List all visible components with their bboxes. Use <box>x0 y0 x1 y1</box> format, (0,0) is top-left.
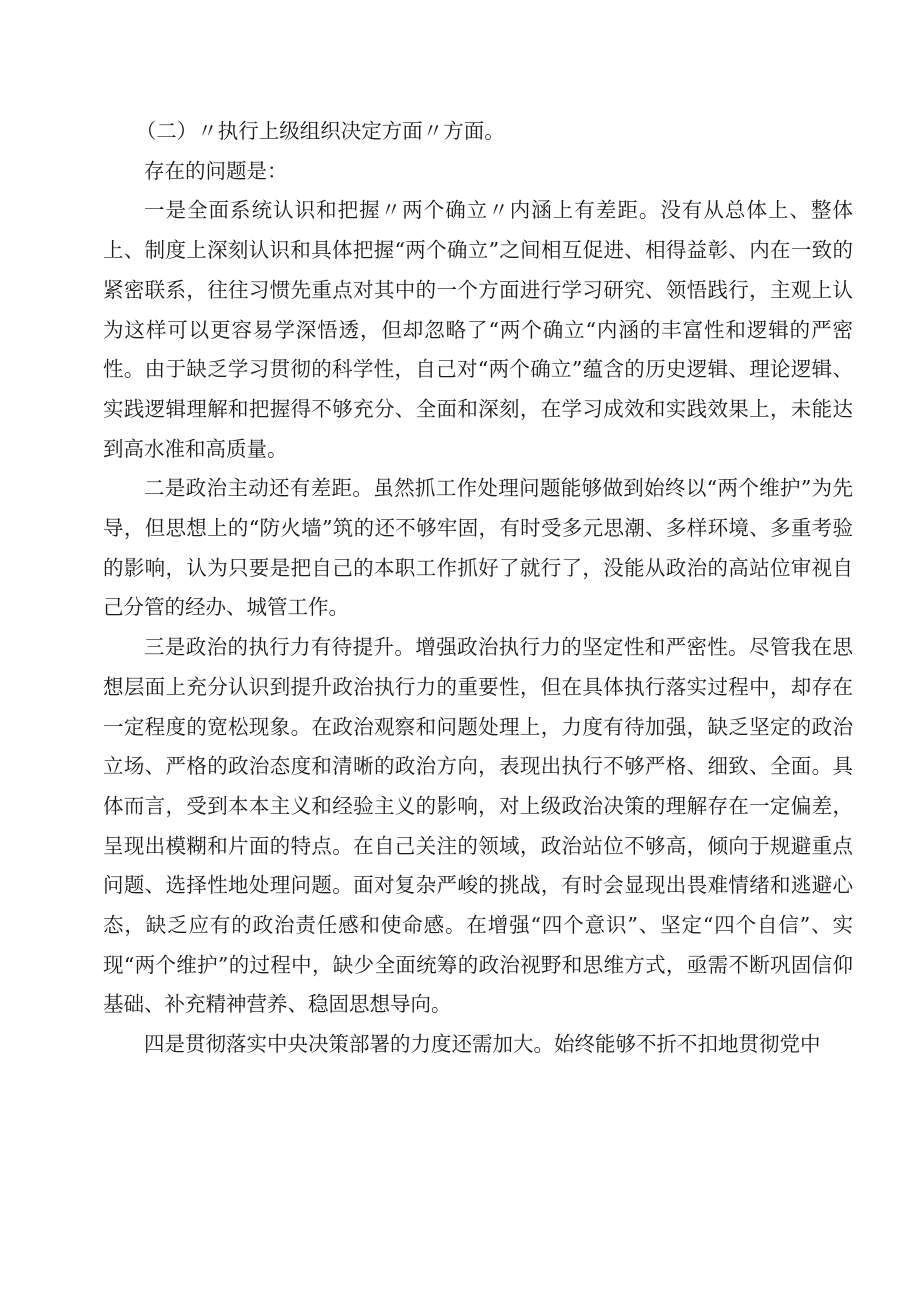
paragraph-1: 一是全面系统认识和把握〃两个确立〃内涵上有差距。没有从总体上、整体上、制度上深刻认识和具体把握“两个确立”之间相互促进、相得益彰、内在一致的紧密联系，往往习惯先重点对其中的一个方面进行学习研究、领悟践行，主观上认为这样可以更容易学深悟透，但却忽略了“两个确立“内涵的丰富性和逻辑的严密性。由于缺乏学习贯彻的科学性，自己对“两个确立”蕴含的历史逻辑、理论逻辑、实践逻辑理解和把握得不够充分、全面和深刻，在学习成效和实践效果上，未能达到高水准和高质量。 <box>103 198 853 461</box>
intro-line: 存在的问题是： <box>144 158 288 183</box>
section-heading: （二）〃执行上级组织决定方面〃方面。 <box>135 119 505 143</box>
document-body <box>103 112 853 1065</box>
paragraph-4: 四是贯彻落实中央决策部署的力度还需加大。始终能够不折不扣地贯彻党中 <box>144 1032 821 1057</box>
paragraph-3: 三是政治的执行力有待提升。增强政治执行力的坚定性和严密性。尽管我在思想层面上充分认识到提升政治执行力的重要性，但在具体执行落实过程中，却存在一定程度的宽松现象。在政治观察和问题处理上，力度有待加强，缺乏坚定的政治立场、严格的政治态度和清晰的政治方向，表现出执行不够严格、细致、全面。具体而言，受到本本主义和经验主义的影响，对上级政治决策的理解存在一定偏差，呈现出模糊和片面的特点。在自己关注的领域，政治站位不够高，倾向于规避重点问题、选择性地处理问题。面对复杂严峻的挑战，有时会显现出畏难情绪和逃避心态，缺乏应有的政治责任感和使命感。在增强“四个意识”、坚定“四个自信”、实现“两个维护”的过程中，缺少全面统筹的政治视野和思维方式，亟需不断巩固信仰基础、补充精神营养、稳固思想导向。 <box>103 635 853 1017</box>
paragraph-2: 二是政治主动还有差距。虽然抓工作处理问题能够做到始终以“两个维护”为先导，但思想上的“防火墙”筑的还不够牢固，有时受多元思潮、多样环境、多重考验的影响，认为只要是把自己的本职工作抓好了就行了，没能从政治的高站位审视自己分管的经办、城管工作。 <box>103 476 853 620</box>
